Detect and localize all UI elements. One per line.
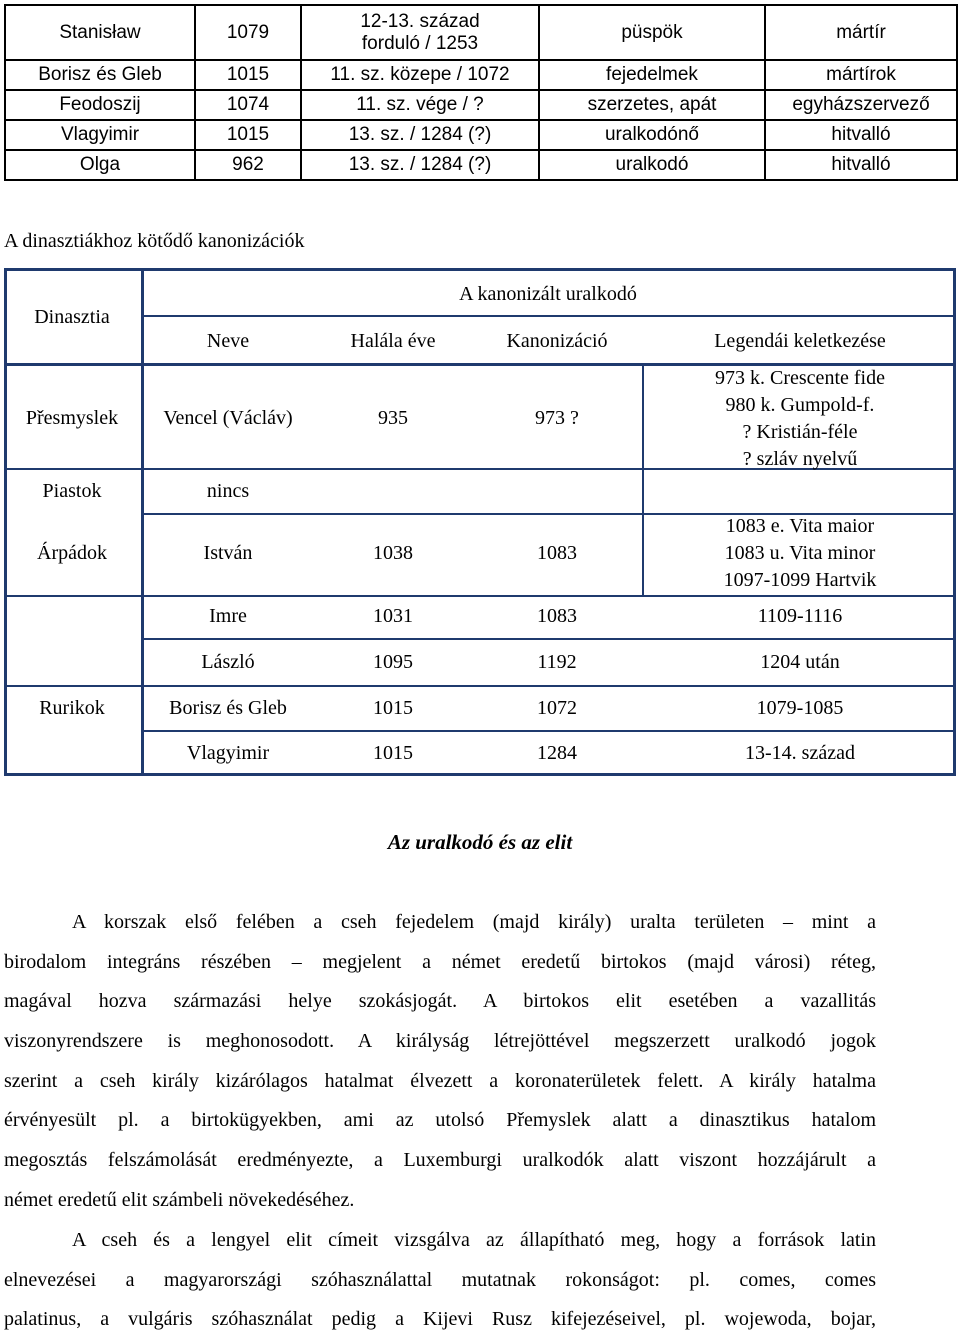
dynasty-name: Árpádok — [37, 542, 107, 564]
table-cell: szerzetes, apát — [539, 90, 765, 120]
paragraph-line: birodalom integráns részében – megjelent a német eredetű birtokos (majd városi) réteg, — [4, 950, 876, 973]
legend-entry: 1204 után — [760, 651, 840, 673]
ruler-name: István — [203, 542, 253, 564]
paragraph-line: szerint a cseh király kizárólagos hatalmat élvezett a koronaterületek felett. A király hatalma — [4, 1069, 876, 1092]
table-cell: Feodoszij — [5, 90, 195, 120]
paragraph-line: A korszak első felében a cseh fejedelem (majd király) uralta területen – mint a — [72, 911, 876, 933]
canonization-year: 973 ? — [535, 407, 579, 429]
article-title: Az uralkodó és az elit — [387, 830, 573, 854]
table-cell: hitvalló — [765, 150, 957, 180]
paragraph-line: elnevezései a magyarországi szóhasználattal mutatnak rokonságot: pl. comes, comes — [4, 1268, 876, 1291]
table-cell: 11. sz. vége / ? — [301, 90, 539, 120]
table-rule — [4, 773, 956, 776]
legend-entry: 1109-1116 — [757, 605, 843, 627]
death-year: 1038 — [373, 542, 413, 564]
table-cell: 1015 — [195, 120, 301, 150]
table-rule — [141, 268, 144, 776]
canonization-year: 1072 — [537, 697, 577, 719]
canonization-year: 1284 — [537, 742, 577, 764]
death-year: 1095 — [373, 651, 413, 673]
table-cell: hitvalló — [765, 120, 957, 150]
table-rule — [141, 315, 956, 317]
table-cell: 13. sz. / 1284 (?) — [301, 150, 539, 180]
legend-entry: 1083 u. Vita minor — [724, 542, 876, 564]
table-cell: 11. sz. közepe / 1072 — [301, 60, 539, 90]
legend-entry: 973 k. Crescente fide — [715, 366, 885, 389]
header-group: A kanonizált uralkodó — [459, 283, 637, 305]
table-rule — [642, 363, 644, 595]
paragraph-line: megosztás felszámolását eredményezte, a Luxemburgi uralkodók alatt viszont hozzájárult a — [4, 1149, 876, 1172]
table-rule — [141, 730, 956, 732]
ruler-name: Vencel (Václáv) — [163, 407, 293, 429]
death-year: 1031 — [373, 605, 413, 627]
table-cell: fejedelmek — [539, 60, 765, 90]
table-cell: 13. sz. / 1284 (?) — [301, 120, 539, 150]
ruler-name: László — [201, 651, 255, 673]
column-header: Legendái keletkezése — [714, 330, 886, 352]
table-row — [5, 60, 957, 90]
table-cell: püspök — [539, 5, 765, 60]
legend-entry: 1079-1085 — [756, 697, 844, 719]
paragraph-line: viszonyrendszere is meghonosodott. A királyság létrejöttével megszerzett uralkodó jogok — [4, 1030, 876, 1053]
table-cell: mártír — [765, 5, 957, 60]
dynasty-table — [4, 268, 956, 776]
dynasty-name: Přesmyslek — [25, 407, 119, 429]
paragraph-line: A cseh és a lengyel elit címeit vizsgálva az állapítható meg, hogy a források latin — [72, 1229, 876, 1251]
table-rule — [4, 268, 7, 776]
table-cell: Olga — [5, 150, 195, 180]
table-cell: mártírok — [765, 60, 957, 90]
column-header: Neve — [206, 330, 250, 352]
dynasty-name: Rurikok — [39, 697, 105, 719]
dynasty-section-caption: A dinasztiákhoz kötődő kanonizációk — [4, 230, 305, 252]
table-cell: Borisz és Gleb — [5, 60, 195, 90]
table-row — [5, 90, 957, 120]
canonization-year: 1083 — [537, 542, 577, 564]
table-rule — [4, 595, 956, 597]
paragraph-2 — [4, 1221, 876, 1340]
column-header: Halála éve — [350, 330, 436, 352]
ruler-name: nincs — [206, 480, 250, 502]
legend-entry: ? szláv nyelvű — [742, 447, 858, 470]
ruler-name: Imre — [209, 605, 247, 627]
ruler-name: Vlagyimir — [186, 742, 270, 764]
table-rule — [4, 268, 956, 271]
table-cell: uralkodónő — [539, 120, 765, 150]
legend-entry: 1097-1099 Hartvik — [723, 569, 877, 591]
table-rule — [953, 268, 956, 776]
table-cell: Vlagyimir — [5, 120, 195, 150]
canonization-year: 1083 — [537, 605, 577, 627]
legend-entry: 1083 e. Vita maior — [725, 515, 875, 537]
table-rule — [141, 638, 956, 640]
table-rule — [4, 685, 956, 687]
legend-entry: 980 k. Gumpold-f. — [725, 393, 875, 416]
canonization-year: 1192 — [537, 651, 577, 673]
table-cell: uralkodó — [539, 150, 765, 180]
legend-entry: ? Kristián-féle — [742, 420, 858, 443]
table-row — [5, 5, 957, 60]
dynasty-name: Piastok — [42, 480, 102, 502]
death-year: 1015 — [373, 697, 413, 719]
legend-entry: 13-14. század — [745, 742, 855, 764]
table-cell: 1079 — [195, 5, 301, 60]
paragraph-line: palatinus, a vulgáris szóhasználat pedig a Kijevi Rusz kifejezéseivel, pl. wojewoda, bojar, — [4, 1308, 876, 1331]
column-header: Kanonizáció — [506, 330, 608, 352]
table-cell: 962 — [195, 150, 301, 180]
saints-table — [4, 4, 958, 181]
paragraph-line: érvényesült pl. a birtokügyekben, ami az utolsó Přemyslek alatt a dinasztikus hatalom — [4, 1109, 876, 1132]
paragraph-1 — [4, 903, 876, 1221]
death-year: 935 — [378, 407, 408, 429]
table-row — [5, 120, 957, 150]
paragraph-line: német eredetű elit számbeli növekedéséhez. — [4, 1188, 355, 1211]
death-year: 1015 — [373, 742, 413, 764]
table-cell: 1015 — [195, 60, 301, 90]
table-cell: egyházszervező — [765, 90, 957, 120]
table-cell: 1074 — [195, 90, 301, 120]
table-cell: Stanisław — [5, 5, 195, 60]
table-cell: 12-13. század forduló / 1253 — [301, 5, 539, 60]
table-row — [5, 150, 957, 180]
header-dynasty: Dinasztia — [34, 306, 110, 328]
paragraph-line: magával hozva származási helye szokásjogát. A birtokos elit esetében a vazallitás — [4, 990, 876, 1013]
ruler-name: Borisz és Gleb — [169, 697, 287, 719]
